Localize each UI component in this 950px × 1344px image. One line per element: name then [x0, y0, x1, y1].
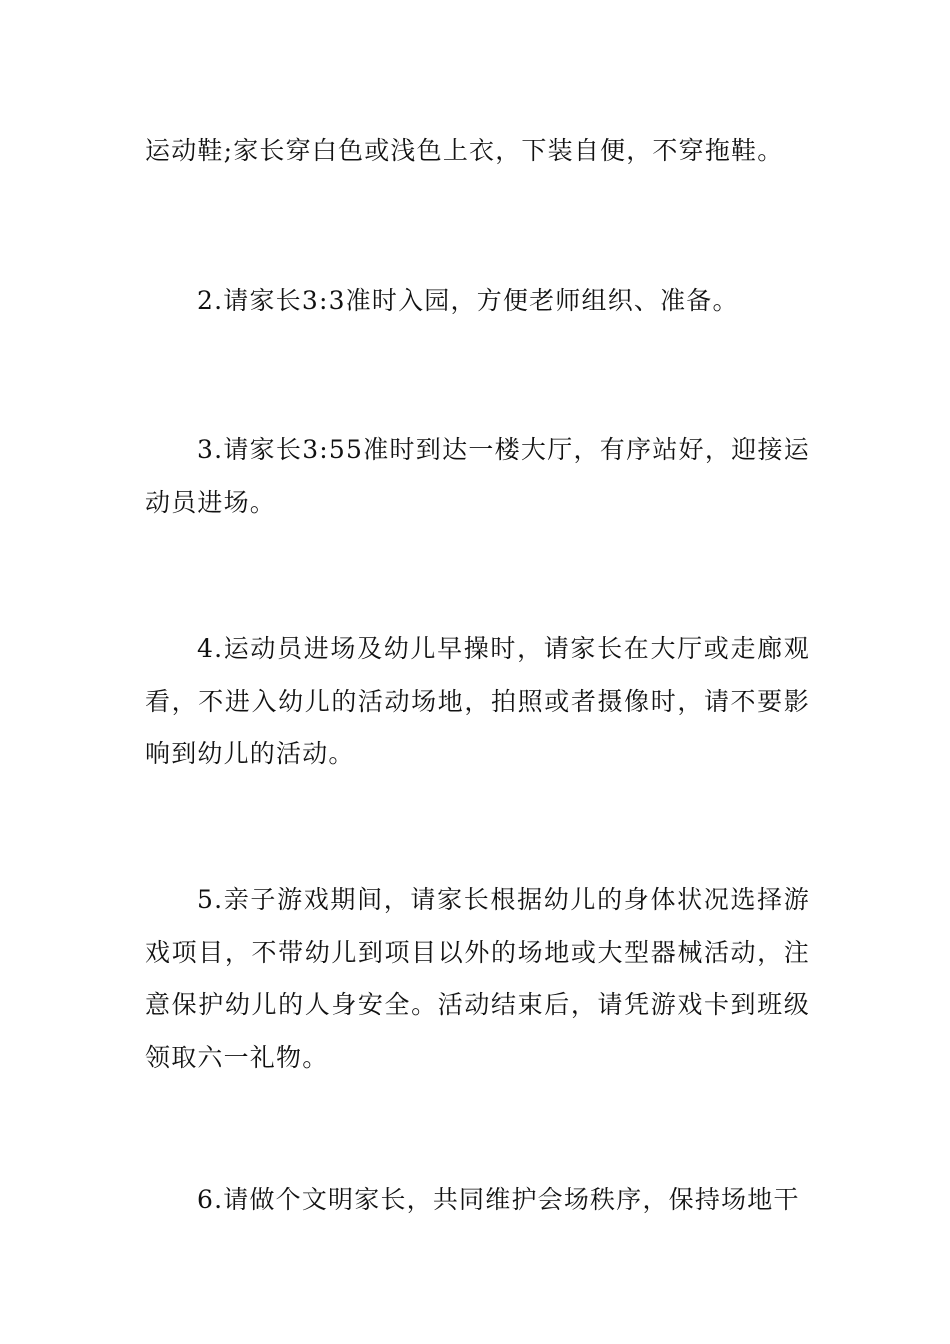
paragraph-dress-code-continued: 运动鞋;家长穿白色或浅色上衣，下装自便，不穿拖鞋。 [145, 136, 784, 165]
paragraph-item-6: 6.请做个文明家长，共同维护会场秩序，保持场地干 [197, 1185, 800, 1214]
paragraph-item-2: 2.请家长3:3准时入园，方便老师组织、准备。 [197, 286, 739, 315]
paragraph-item-4: 4.运动员进场及幼儿早操时，请家长在大厅或走廊观看，不进入幼儿的活动场地，拍照或者摄像时，请不要影响到幼儿的活动。 [145, 634, 810, 768]
paragraph-item-3: 3.请家长3:55准时到达一楼大厅，有序站好，迎接运动员进场。 [145, 435, 810, 517]
paragraph-item-5: 5.亲子游戏期间，请家长根据幼儿的身体状况选择游戏项目，不带幼儿到项目以外的场地或大型器械活动，注意保护幼儿的人身安全。活动结束后，请凭游戏卡到班级领取六一礼物。 [145, 885, 810, 1072]
